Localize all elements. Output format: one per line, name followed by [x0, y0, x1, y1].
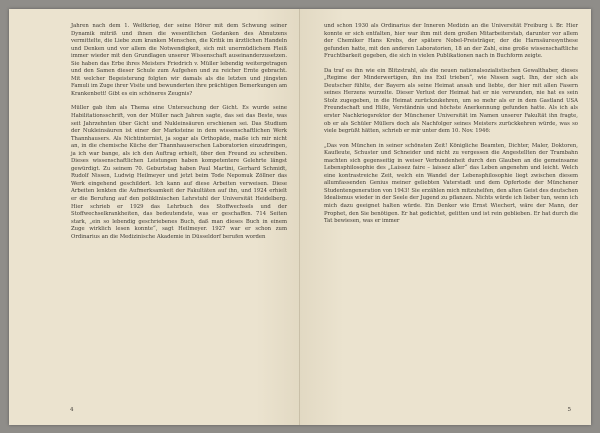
book-spread — [9, 9, 591, 425]
left-page — [9, 9, 300, 425]
left-text-column — [71, 23, 287, 241]
page-number: 5 — [567, 407, 571, 413]
page-number: 4 — [70, 407, 74, 413]
paragraph: Müller gab ihm als Thema eine Untersuchung der Gicht. Es wurde seine Habilitationsschrift, von der Müller nach Jahren sagte, das sei das Beste, was seit Jahrzehnten über Gicht und Nukleinsäuren erschienen sei. Das Studium der Nukleinsäuren ist einer der Marksteine in dem wissenschaftlichen Werk Thannhausers. Als Nichtinternist, ja sogar als Orthopäde, maße ich mir nicht an, in die chemische Küche der Thannhauserschen Laboratorien einzudringen, ja ich war bange, als ich den Auftrag erhielt, über den Freund zu schreiben. Dieses wissenschaftlichen Leistungen haben kompetentere Gelehrte längst gewürdigt. Zu seinem 70. Geburtstag haben Paul Martini, Gerhard Schmidt, Rudolf Nissen, Ludwig Heilmeyer und jetzt beim Tode Nepomuk Zöllner das Werk eingehend geschildert. Ich kann auf diese Arbeiten verweisen. Diese Arbeiten lenkten die Aufmerksamkeit der Fakultäten auf ihn, und 1924 erhielt er die Berufung auf den poliklinischen Lehrstuhl der Universität Heidelberg. Hier schrieb er 1929 das Lehrbuch des Stoffwechsels und der Stoffwechselkrankheiten, das bedeutendste, was er geschaffen. 714 Seiten stark, „ein so lebendig geschriebenes Buch, daß man dieses Buch in einem Zuge wirklich lesen konnte“, sagt Heilmeyer. 1927 war er schon zum Ordinarius an die Medizinische Akademie in Düsseldorf berufen worden — [71, 105, 287, 240]
right-page — [300, 9, 591, 425]
right-text-column — [324, 23, 578, 226]
paragraph: „Das von München in seiner schönsten Zeit! Königliche Beamten, Dichter, Maler, Doktoren, Kaufleute, Schuster und Schneider und nicht zu vergessen die Angestellten der Trambahn machten sich gegenseitig in weiser Verbundenheit durch den Glauben an die gemeinsame Lebensphilosophie des „Laissez faire – laissez aller“ das Leben angenehm und leicht. Welch eine kontrastreiche Zeit, welch ein Wandel der Lebensphilosophie liegt zwischen diesem allumfassenden Genius meiner geliebten Vaterstadt und dem Opfertode der Münchener Studentengeneration von 1943! Sie erzählen mich mitzuhelfen, den alten Geist des deutschen Idealismus wieder in der Seele der Jugend zu pflanzen. Nichts würde ich lieber tun, wenn ich mich dazu geeignet halten würde. Ein Denker wie Ernst Wiechert, wäre der Mann, der Prophet, den Sie benötigen. Er hat gedichtet, gelitten und ist rein geblieben. Er hat durch die Tat bewiesen, was er immer — [324, 142, 578, 225]
paragraph: Da traf es ihn wie ein Blitzstrahl, als die neuen nationalsozialistischen Gewalthaber, dieses „Regime der Minderwertigen, ihn ins Exil trieben“, wie Nissen sagt. Ihn, der sich als Deutscher fühlte, der Bayern als seine Heimat ansah und liebte, der hier mit allen Fasern seines Herzens wurzelte. Dieser Verlust der Heimat hat er nie verwunden, nie hat es sein Stolz zugegeben, in die Heimat zurückzukehren, um so mehr als er in dem Gastland USA Freundschaft und Hilfe, Verständnis und höchste Anerkennung gefunden hatte. Als ich als erster Nachkriegsrektor der Münchener Universität im Namen unserer Fakultät ihn fragte, ob er als Schüler Müllers doch als Nachfolger seines Meisters zurückkehren würde, was so viele begrüßt hätten, schrieb er mir unter dem 10. Nov. 1946: — [324, 67, 578, 135]
paragraph: Jahren nach dem 1. Weltkrieg, der seine Hörer mit dem Schwung seiner Dynamik mitriß und ihnen die wesentlichen Gedanken des Abnutzens vermittelte, die Liebe zum kranken Menschen, die Kritik im ärztlichen Handeln und Denken und vor allem die Notwendigkeit, sich mit unermüdlichem Fleiß immer wieder mit den Grundlagen unserer Wissenschaft auseinanderzusetzen. Sie haben das Erbe ihres Meisters Friedrich v. Müller lebendig weitergetragen und den Samen dieser Schule zum Aufgehen und zu reicher Ernte gebracht. Mit welcher Begeisterung folgten wir damals als die letzten und jüngsten Famuli im Zuge ihrer Visite und bewunderten ihre prächtigen Bemerkungen am Krankenbett! Gibt es ein schöneres Zeugnis? — [71, 23, 287, 97]
paragraph: und schon 1930 als Ordinarius der Inneren Medizin an die Universität Freiburg i. Br. Hier konnte er sich entfalten, hier war ihm mit dem großen Mitarbeiterstab, darunter vor allem der Chemiker Hans Krebs, der spätere Nobel-Preisträger, der die Harnsäuresynthese gefunden hatte, mit den anderen Laboratorien, 18 an der Zahl, eine große wissenschaftliche Fruchtbarkeit gegeben, die sich in vielen Publikationen nach in Buchform zeigte. — [324, 23, 578, 60]
